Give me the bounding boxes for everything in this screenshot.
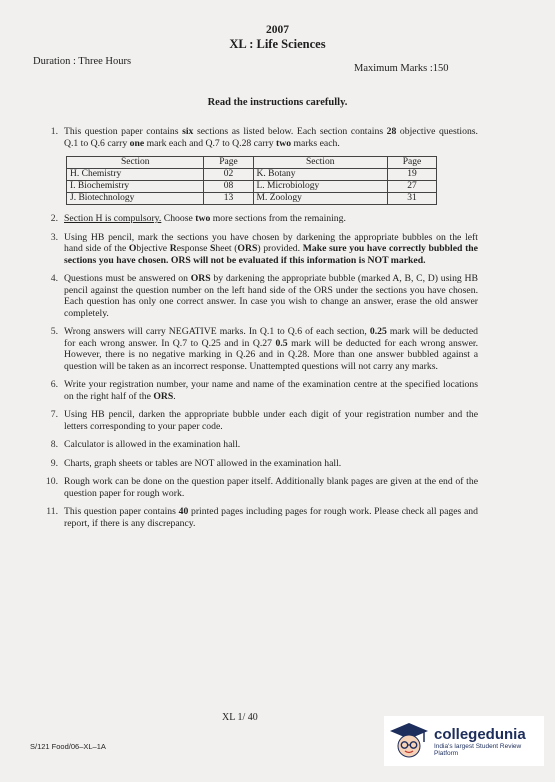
instruction-text-part: ORS [190,273,211,284]
instructions-heading: Read the instructions carefully. [207,97,348,108]
instruction-text-part: two [276,137,292,149]
instruction-text-part: Wrong answers will carry NEGATIVE marks. In Q.1 to Q.6 of each section, [64,326,370,337]
instruction-text-part: 28 [386,126,397,137]
instruction-item [30,232,478,267]
table-row [67,181,437,193]
table-row [67,169,437,181]
exam-year: 2007 [266,24,289,36]
table-header: Section [67,157,204,169]
table-header: Page [204,157,253,169]
instruction-text [64,476,478,499]
instruction-text-part: marks each. [291,137,340,149]
instruction-text-part: . [173,390,176,402]
instruction-number: 9. [50,457,58,469]
instruction-text-part: one [129,137,145,149]
instruction-item [30,439,478,451]
instruction-text-part: more sections from the remaining. [210,213,346,224]
table-header: Page [387,157,436,169]
instruction-number: 1. [50,126,58,137]
instruction-number: 8. [50,439,58,450]
instruction-item [30,458,478,470]
instruction-number: 3. [50,231,58,243]
instruction-text-part: by darkening the appropriate bubble (marked A, B, C, D) using HB pencil against the question number on the left hand side of the ORS under the sections you have chosen. Each question has only one correct answer. In case you wish to change an answer, erase the old answer completely. [64,273,478,319]
instruction-text [64,213,478,225]
instruction-text-part: printed pages including pages for rough work. Please check all pages and report, if there is any discrepancy. [64,506,478,529]
instruction-text-part: Charts, graph sheets or tables are NOT allowed in the examination hall. [64,457,342,469]
instruction-item [30,379,478,402]
instruction-text-part: O [128,243,137,254]
table-cell: L. Microbiology [253,181,387,193]
table-cell: I. Biochemistry [67,181,204,193]
instruction-number: 11. [46,506,58,517]
instruction-text-part: mark will be deducted for each wrong answer. However, there is no negative marking in Q.26 and in Q.28. More than one answer bubbled against a question will be taken as an incorrect response. Unattempted questions will not carry any marks. [64,337,479,372]
instruction-number: 7. [50,409,58,420]
instructions-list [30,126,478,536]
instruction-text-part: 40 [178,506,189,517]
student-avatar-icon [388,720,430,762]
instruction-item [30,409,478,432]
instruction-text [64,409,478,432]
exam-duration: Duration : Three Hours [33,56,132,67]
instruction-number: 5. [50,326,58,337]
instruction-item [30,273,478,319]
instruction-text [64,458,478,470]
instruction-text [64,326,478,372]
table-cell: 02 [204,169,253,181]
instruction-number: 2. [50,213,58,224]
logo-name: collegedunia [434,725,526,743]
instruction-text [64,126,478,149]
instruction-text [64,506,478,529]
instruction-number: 10. [45,476,58,487]
table-cell: H. Chemistry [67,169,204,181]
instruction-text-part: heet ( [215,243,238,254]
table-cell: 08 [204,181,253,193]
instruction-text-part: esponse [176,243,211,254]
instruction-number: 6. [50,379,58,390]
instruction-text-part: Make sure you have correctly bubbled the sections you have chosen. ORS will not be evaluated if this information is NOT marked. [64,243,478,266]
instruction-text-part: Calculator is allowed in the examination hall. [64,439,241,450]
table-row [67,193,437,205]
sections-table [66,156,437,205]
instruction-text [64,439,478,451]
print-code: S/121 Food/06–XL–1A [30,742,106,751]
instruction-text-part: ) provided. [257,243,303,254]
instruction-item [30,126,478,149]
instruction-text-part: ORS [153,390,174,402]
table-cell: K. Botany [253,169,387,181]
table-cell: 19 [387,169,436,181]
instruction-text [64,232,478,267]
instruction-text [64,379,478,402]
exam-subject: XL : Life Sciences [229,37,326,51]
table-cell: 13 [204,193,253,205]
instruction-text-part: two [195,213,211,224]
instruction-text-part: Using HB pencil, darken the appropriate bubble under each digit of your registration number and the letters corresponding to your paper code. [64,409,478,432]
table-cell: M. Zoology [253,193,387,205]
page-code: XL 1/ 40 [222,712,258,723]
table-cell: 31 [387,193,436,205]
instruction-text-part: mark will be deducted for each wrong answer. In Q.7 to Q.25 and in Q.27 [64,326,478,349]
instruction-text-part: R [169,243,177,254]
instruction-text-part: mark each and Q.7 to Q.28 carry [144,137,276,149]
instruction-text-part: objective questions. Q.1 to Q.6 carry [64,126,478,149]
instruction-text-part: bjective [136,243,170,254]
logo-tagline: India's largest Student Review Platform [434,742,522,757]
instruction-text-part: 0.25 [369,326,387,337]
collegedunia-logo [384,716,544,766]
instruction-text-part: Questions must be answered on [64,273,191,284]
instruction-text-part: Section H is compulsory. [64,213,162,224]
instruction-text-part: ORS [237,243,258,254]
table-header: Section [253,157,387,169]
table-cell: J. Biotechnology [67,193,204,205]
instruction-text-part: S [210,243,216,254]
instruction-text-part: This question paper contains [64,506,179,517]
instruction-text-part: This question paper contains [64,126,183,137]
instruction-text-part: sections as listed below. Each section contains [193,126,387,137]
instruction-number: 4. [50,273,58,284]
instruction-text-part: six [182,126,194,137]
instruction-item [30,476,478,499]
instruction-text-part: Choose [161,213,196,224]
instruction-item [30,326,478,372]
instruction-item [30,506,478,529]
max-marks: Maximum Marks :150 [354,63,449,74]
table-cell: 27 [387,181,436,193]
instruction-text-part: 0.5 [275,337,288,349]
instruction-text-part: Using HB pencil, mark the sections you have chosen by darkening the appropriate bubbles on the left hand side of the [64,231,478,254]
instruction-item [30,213,478,225]
instruction-text-part: Write your registration number, your name and name of the examination centre at the specified locations on the right half of the [64,379,478,402]
instruction-text [64,273,478,319]
instruction-text-part: Rough work can be done on the question paper itself. Additionally blank pages are given at the end of the question paper for rough work. [64,476,478,499]
